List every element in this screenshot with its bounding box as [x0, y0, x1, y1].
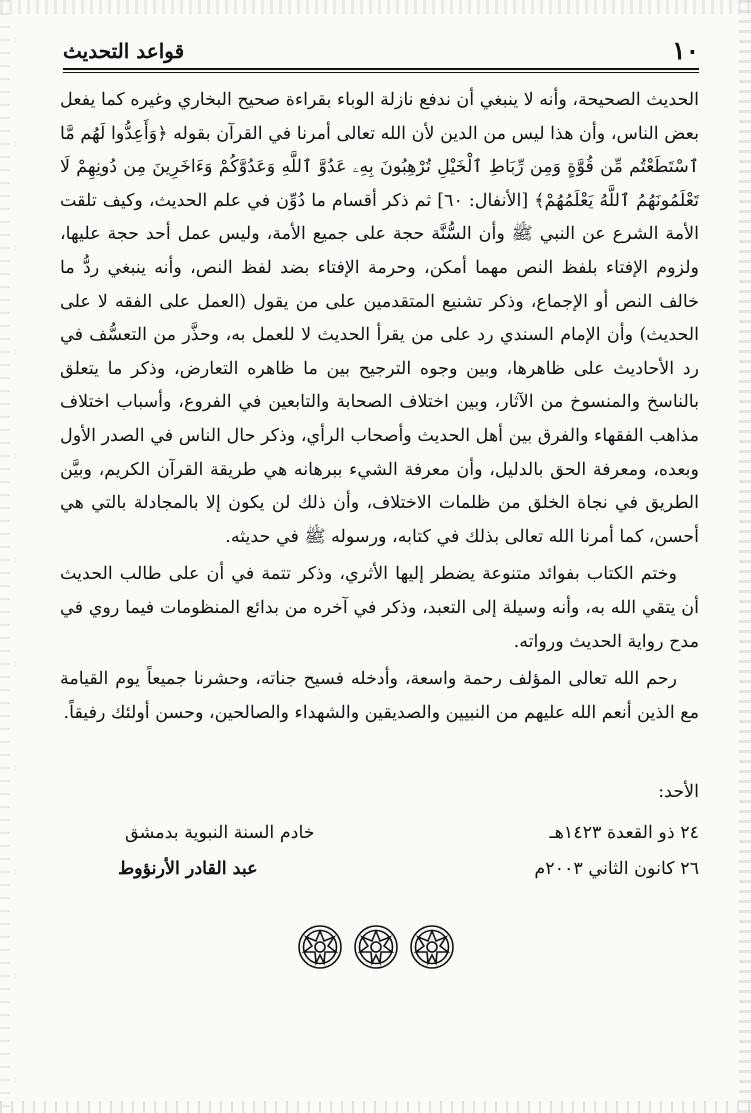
signature-block: [60, 776, 699, 896]
paragraph-2: وختم الكتاب بفوائد متنوعة يضطر إليها الأثري، وذكر تتمة في أن على طالب الحديث أن يتقي الله به، وأنه وسيلة إلى التعبد، وذكر في آخره من بدائع المنظومات فيما روي في مدح رواية الحديث ورواته.: [60, 564, 699, 652]
rosette-icon: [409, 924, 455, 970]
rosette-icon: [297, 924, 343, 970]
day-label: الأحد:: [658, 782, 699, 802]
page-number: ١٠: [672, 36, 699, 65]
body-text: [60, 84, 699, 730]
hijri-date: ٢٤ ذو القعدة ١٤٢٣هـ: [549, 823, 699, 843]
page-header: [63, 30, 699, 70]
rosette-icon: [353, 924, 399, 970]
paragraph-3: رحم الله تعالى المؤلف رحمة واسعة، وأدخله فسيح جناته، وحشرنا جميعاً يوم القيامة مع الذين أنعم الله عليهم من النبيين والصديقين والشهداء والصالحين، وحسن أولئك رفيقاً.: [60, 669, 699, 723]
gregorian-date: ٢٦ كانون الثاني ٢٠٠٣م: [534, 859, 699, 879]
header-rule: [63, 72, 699, 73]
running-title: قواعد التحديث: [63, 39, 185, 63]
paragraph-1: الحديث الصحيحة، وأنه لا ينبغي أن ندفع نازلة الوباء بقراءة صحيح البخاري وغيره كما يفعل بعض الناس، وأن هذا ليس من الدين لأن الله تعالى أمرنا في القرآن بقوله ﴿وَأَعِدُّوا لَهُم مَّا ٱسْتَطَعْتُم مِّن قُوَّةٍ وَمِن رِّبَاطِ ٱلْخَيْلِ تُرْهِبُونَ بِهِۦ عَدُوَّ ٱللَّهِ وَعَدُوَّكُمْ وَءَاخَرِينَ مِن دُونِهِمْ لَا تَعْلَمُونَهُمُ ٱللَّهُ يَعْلَمُهُمْ﴾ [الأنفال: ٦٠] ثم ذكر أقسام ما دُوِّن في علم الحديث، وكيف تلقت الأمة الشرع عن النبي ﷺ وأن السُّنَّة حجة على جميع الأمة، وليس عمل أحد حجة عليها، ولزوم الإفتاء بلفظ النص مهما أمكن، وحرمة الإفتاء بضد لفظ النص، وأنه ينبغي ردُّ ما خالف النص أو الإجماع، وذكر تشنيع المتقدمين على من يقول (العمل على الفقه لا على الحديث) وأن الإمام السندي رد على من يقرأ الحديث لا للعمل به، وحذَّر من التعسُّف في رد الأحاديث على ظاهرها، وبين وجوه الترجيح بين ما ظاهره التعارض، وذكر ما يتعلق بالناسخ والمنسوخ من الآثار، وبين اختلاف الصحابة والتابعين في الفروع، وأسباب اختلاف مذاهب الفقهاء والفرق بين أهل الحديث وأصحاب الرأي، وذكر حال الناس في الصدر الأول وبعده، ومعرفة الحق بالدليل، وأن معرفة الشيء ببرهانه هي طريقة القرآن الكريم، وبيَّن الطريق في نجاة الخلق من ظلمات الاختلاف، وأن ذلك لن يكون إلا بالمجادلة بالتي هي أحسن، كما أمرنا الله تعالى بذلك في كتابه، ورسوله ﷺ في حديثه.: [60, 90, 700, 547]
scan-edge-bottom: [0, 1101, 751, 1113]
end-ornaments: [0, 924, 751, 970]
author-role: خادم السنة النبوية بدمشق: [125, 823, 315, 843]
author-name: عبد القادر الأرنؤوط: [118, 859, 258, 879]
scan-edge-top: [0, 0, 751, 14]
